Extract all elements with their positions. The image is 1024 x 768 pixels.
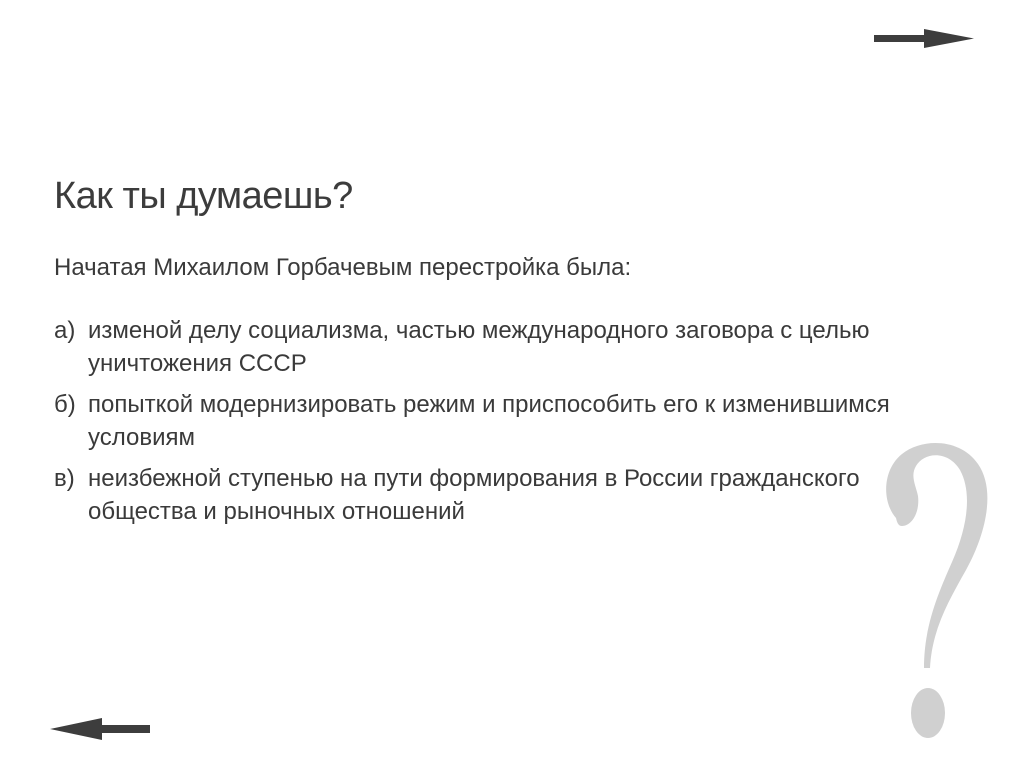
answer-marker: б)	[54, 391, 76, 418]
next-slide-button[interactable]	[872, 28, 976, 50]
slide-title: Как ты думаешь?	[54, 175, 353, 218]
arrow-right-icon	[872, 28, 976, 50]
answer-text: изменой делу социализма, частью международного заговора с целью уничтожения СССР	[88, 317, 870, 377]
answer-option-c[interactable]	[54, 462, 934, 528]
answer-text: неизбежной ступенью на пути формирования в России гражданского общества и рыночных отношений	[88, 465, 860, 525]
arrow-left-icon	[48, 716, 152, 742]
question-mark-icon	[868, 430, 998, 750]
answer-marker: в)	[54, 465, 75, 492]
answer-text: попыткой модернизировать режим и приспособить его к изменившимся условиям	[88, 391, 890, 451]
previous-slide-button[interactable]	[48, 716, 152, 742]
answer-option-b[interactable]	[54, 388, 934, 454]
answer-option-a[interactable]	[54, 314, 934, 380]
question-text: Начатая Михаилом Горбачевым перестройка была:	[54, 254, 632, 281]
answer-list	[54, 314, 934, 536]
question-mark-decoration	[868, 430, 998, 750]
answer-marker: а)	[54, 317, 76, 344]
